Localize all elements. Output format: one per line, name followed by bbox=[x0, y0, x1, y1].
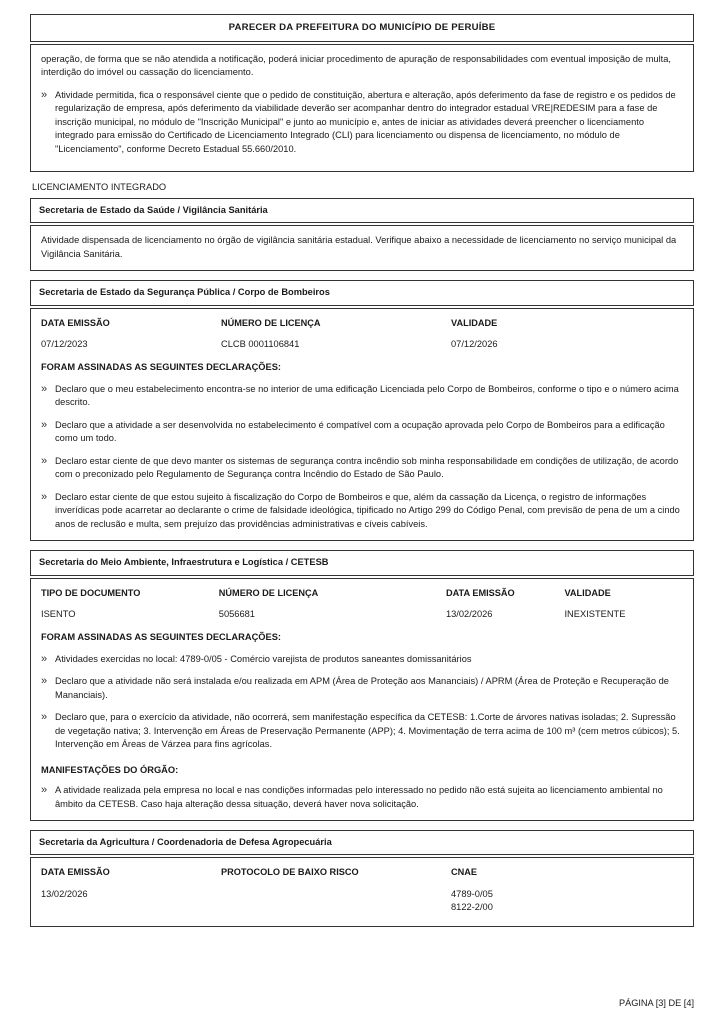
list-item bbox=[41, 419, 683, 446]
intro-paragraph-2-text: Atividade permitida, fica o responsável ciente que o pedido de constituição, abertura e alteração, após deferimento da fase de registro e os pedidos de regularização de empresa, após deferimento da viabilidade deverão ser acompanhar dentro do integrador estadual VRE|REDESIM para a fase de inscrição municipal, no módulo de "Inscrição Municipal" e junto ao município e, antes de iniciar as atividades deverá preencher o licenciamento integrado para emissão do Certificado de Licenciamento Integrado (CLI) para licenciamento ou dispensa de licenciamento, no módulo de "Licenciamento", conforme Decreto Estadual 55.660/2010. bbox=[55, 89, 676, 154]
bullet-icon: » bbox=[41, 454, 48, 467]
list-item-text: Declaro que a atividade a ser desenvolvida no estabelecimento é compatível com a ocupação aprovada pelo Corpo de Bombeiros para a edificação como um todo. bbox=[55, 419, 665, 444]
list-item-text: A atividade realizada pela empresa no local e nas condições informadas pelo interessado no pedido não está sujeita ao licenciamento ambiental no âmbito da CETESB. Caso haja alteração dessa situação, deverá haver nova solicitação. bbox=[55, 785, 663, 809]
list-item bbox=[41, 711, 683, 751]
col-head-cnae: CNAE bbox=[451, 867, 478, 878]
cetesb-column-headers bbox=[41, 587, 683, 600]
intro-paragraph-1: operação, de forma que se não atendida a notificação, poderá iniciar procedimento de apuração de responsabilidades com eventual imposição de multa, interdição do imóvel ou cassação do licenciamento. bbox=[41, 53, 672, 78]
section-body-cetesb bbox=[30, 578, 694, 822]
list-item-text: Declaro que a atividade não será instalada e/ou realizada em APM (Área de Proteção aos Mananciais) / APRM (Área de Proteção e Recuperação de Mananciais). bbox=[55, 676, 669, 700]
value-numero-licenca: CLCB 0001106841 bbox=[221, 338, 300, 349]
bullet-icon: » bbox=[41, 490, 48, 503]
value-cnae-list bbox=[451, 888, 571, 915]
value-cnae-2: 8122-2/00 bbox=[451, 902, 493, 913]
col-head-validade: VALIDADE bbox=[564, 587, 611, 598]
col-head-data-emissao: DATA EMISSÃO bbox=[41, 317, 110, 328]
value-validade: INEXISTENTE bbox=[564, 608, 626, 619]
bullet-icon: » bbox=[41, 784, 48, 797]
section-header-bombeiros: Secretaria de Estado da Segurança Pública / Corpo de Bombeiros bbox=[30, 280, 694, 305]
col-head-protocolo: PROTOCOLO DE BAIXO RISCO bbox=[221, 867, 359, 878]
bombeiros-declaracoes-title: FORAM ASSINADAS AS SEGUINTES DECLARAÇÕES: bbox=[41, 362, 282, 373]
section-header-saude: Secretaria de Estado da Saúde / Vigilância Sanitária bbox=[30, 198, 694, 223]
cetesb-manifestacoes-list bbox=[41, 784, 683, 811]
value-numero-licenca: 5056681 bbox=[218, 608, 255, 619]
cetesb-declaracoes-list bbox=[41, 653, 683, 752]
col-head-tipo-documento: TIPO DE DOCUMENTO bbox=[41, 587, 141, 598]
section-body-agricultura bbox=[30, 857, 694, 926]
value-tipo-documento: ISENTO bbox=[41, 608, 76, 619]
agricultura-column-headers bbox=[41, 866, 683, 879]
list-item-text: Declaro estar ciente de que estou sujeito à fiscalização do Corpo de Bombeiros e que, além da cassação da Licença, o registro de informações inverídicas pode acarretar ao declarante o crime de falsidade ideológica, tipificado no Artigo 299 do Código Penal, com previsão de pena de um a cindo anos de reclusão e multa, sem prejuízo das providências administrativas e cíveis cabíveis. bbox=[55, 491, 680, 529]
cetesb-values-row bbox=[41, 608, 683, 621]
bullet-icon: » bbox=[41, 418, 48, 431]
bullet-icon: » bbox=[41, 711, 48, 724]
value-validade: 07/12/2026 bbox=[451, 338, 498, 349]
value-data-emissao: 07/12/2023 bbox=[41, 338, 88, 349]
col-head-numero-licenca: NÚMERO DE LICENÇA bbox=[221, 317, 321, 328]
list-item bbox=[41, 675, 683, 702]
value-protocolo bbox=[221, 888, 451, 915]
value-data-emissao: 13/02/2026 bbox=[41, 888, 88, 899]
bombeiros-column-headers bbox=[41, 317, 683, 330]
list-item-text: Declaro que, para o exercício da atividade, não ocorrerá, sem manifestação específica da CETESB: 1.Corte de árvores nativas isoladas; 2. Supressão de vegetação nativa; 3. Intervenção em Áreas de Preservação Permanente (APP); 4. Movimentação de terra acima de 100 m³ (cem metros cúbicos); 5. Intervenção em Áreas de Várzea para fins agrícolas. bbox=[55, 712, 680, 750]
document-header-title: PARECER DA PREFEITURA DO MUNICÍPIO DE PERUÍBE bbox=[30, 14, 694, 42]
list-item bbox=[41, 491, 683, 531]
list-item-text: Declaro estar ciente de que devo manter os sistemas de segurança contra incêndio sob minha responsabilidade em condições de utilização, de acordo com o preconizado pelo Regulamento de Segurança contra Incêndio do Estado de São Paulo. bbox=[55, 455, 679, 480]
bullet-icon: » bbox=[41, 382, 48, 395]
bombeiros-values-row bbox=[41, 338, 683, 351]
page-footer: PÁGINA [3] DE [4] bbox=[618, 997, 694, 1008]
bullet-icon: » bbox=[41, 652, 48, 665]
list-item bbox=[41, 653, 683, 666]
section-header-agricultura: Secretaria da Agricultura / Coordenadoria de Defesa Agropecuária bbox=[30, 830, 694, 855]
licenciamento-integrado-label: LICENCIAMENTO INTEGRADO bbox=[32, 182, 167, 193]
intro-paragraph-2 bbox=[41, 89, 683, 156]
list-item bbox=[41, 455, 683, 482]
section-body-saude: Atividade dispensada de licenciamento no órgão de vigilância sanitária estadual. Verifique abaixo a necessidade de licenciamento no serviço municipal da Vigilância Sanitária. bbox=[30, 225, 694, 271]
cetesb-declaracoes-title: FORAM ASSINADAS AS SEGUINTES DECLARAÇÕES: bbox=[41, 632, 282, 643]
col-head-data-emissao: DATA EMISSÃO bbox=[41, 867, 110, 878]
col-head-numero-licenca: NÚMERO DE LICENÇA bbox=[218, 587, 319, 598]
section-body-bombeiros bbox=[30, 308, 694, 542]
list-item bbox=[41, 784, 683, 811]
col-head-validade: VALIDADE bbox=[451, 317, 498, 328]
value-data-emissao: 13/02/2026 bbox=[445, 608, 493, 619]
list-item bbox=[41, 383, 683, 410]
list-item-text: Declaro que o meu estabelecimento encontra-se no interior de uma edificação Licenciada pelo Corpo de Bombeiros, conforme o tipo e o número acima descrito. bbox=[55, 383, 679, 408]
bombeiros-declaracoes-list bbox=[41, 383, 683, 531]
cetesb-manifestacoes-title: MANIFESTAÇÕES DO ÓRGÃO: bbox=[41, 764, 179, 775]
section-header-cetesb: Secretaria do Meio Ambiente, Infraestrutura e Logística / CETESB bbox=[30, 550, 694, 575]
intro-paragraph-box bbox=[30, 44, 694, 172]
agricultura-values-row bbox=[41, 888, 683, 915]
value-cnae-1: 4789-0/05 bbox=[451, 888, 493, 899]
bullet-icon: » bbox=[41, 675, 48, 688]
col-head-data-emissao: DATA EMISSÃO bbox=[445, 587, 515, 598]
list-item-text: Atividades exercidas no local: 4789-0/05 - Comércio varejista de produtos saneantes domissanitários bbox=[55, 653, 472, 664]
bullet-icon: » bbox=[41, 88, 48, 101]
